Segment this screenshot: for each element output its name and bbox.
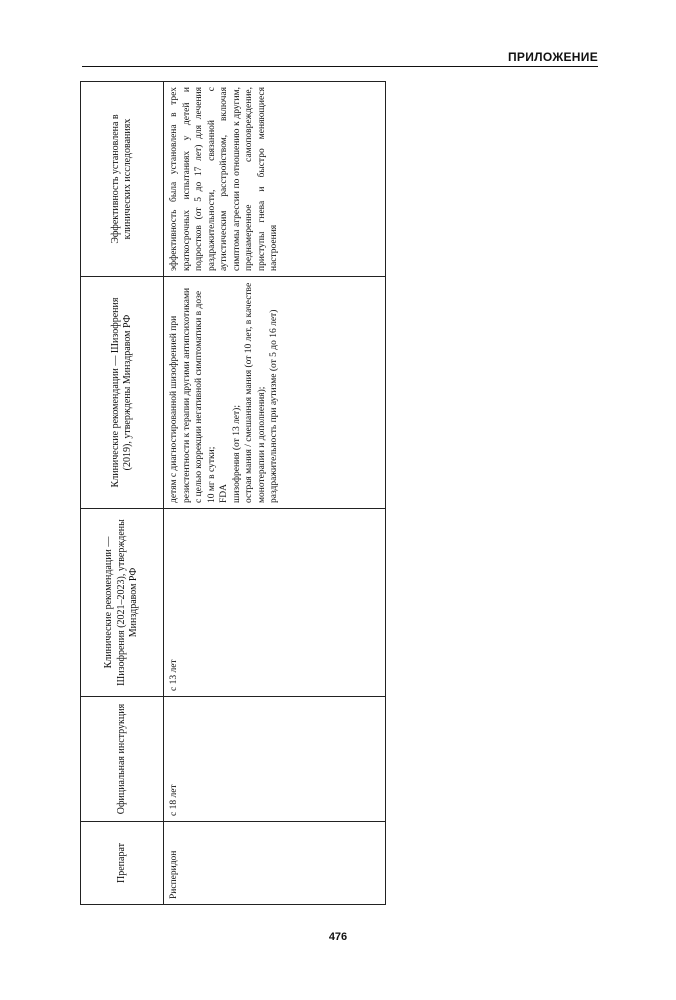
guidelines-2019-line: детям с диагностированной шизофренией при резистентности к терапии другими антипсихотиками с целью коррекции негативной симптоматики в дозе 10 мг в сутки; xyxy=(169,287,217,503)
guidelines-2019-line: острая мания / смешанная мания (от 10 лет, в качестве монотерапии и дополнения); xyxy=(244,282,267,503)
column-header-drug: Препарат xyxy=(81,822,164,905)
cell-efficacy: эффективность была установлена в трех краткосрочных испытаниях у детей и подростков (от 5 до 17 лет) для лечения раздражительности, связанной с аутистическим расстройством, включая симптомы агрессии по отношению к другим, преднамеренное самоповреждение, приступы гнева и быстро меняющиеся настроения xyxy=(164,82,386,277)
table-header-row xyxy=(81,82,164,905)
page-number: 476 xyxy=(328,931,348,943)
column-header-official-instruction: Официальная инструкция xyxy=(81,697,164,822)
guidelines-2019-line: FDA xyxy=(219,483,230,503)
running-head: ПРИЛОЖЕНИЕ xyxy=(508,50,598,64)
drug-comparison-table xyxy=(80,81,386,905)
cell-drug-name: Рисперидон xyxy=(164,822,386,905)
header-rule xyxy=(82,66,598,67)
cell-official-age: с 18 лет xyxy=(164,697,386,822)
cell-guidelines-2019 xyxy=(164,277,386,509)
guidelines-2019-line: шизофрения (от 13 лет); xyxy=(231,405,242,503)
cell-guidelines-2021-2023-age: с 13 лет xyxy=(164,509,386,697)
column-header-efficacy: Эффективность установлена в клинических исследованиях xyxy=(81,82,164,277)
table-row xyxy=(164,82,386,905)
column-header-guidelines-2019: Клинические рекомендации — Шизофрения (2019), утверждены Минздравом РФ xyxy=(81,277,164,509)
guidelines-2019-line: раздражительность при аутизме (от 5 до 16 лет) xyxy=(269,309,280,503)
column-header-guidelines-2021-2023: Клинические рекомендации — Шизофрения (2021–2023), утверждены Минздравом РФ xyxy=(81,509,164,697)
